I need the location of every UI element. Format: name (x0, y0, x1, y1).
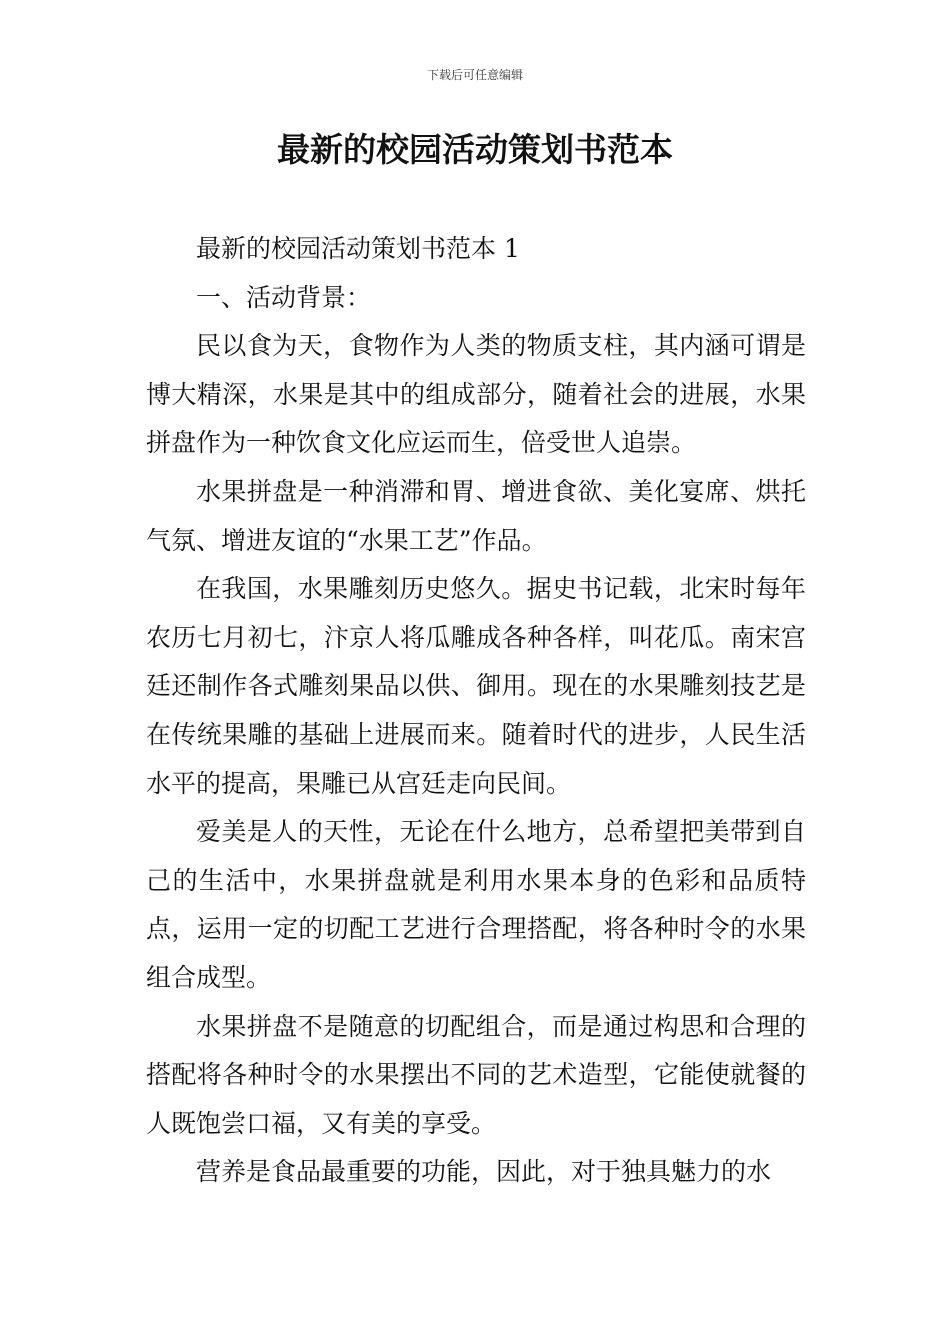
document-body (146, 225, 806, 1197)
paragraph-subtitle: 最新的校园活动策划书范本 1 (196, 234, 520, 263)
paragraph-section-heading: 一、活动背景： (196, 282, 372, 312)
paragraph: 水果拼盘是一种消滞和胃、增进食欲、美化宴席、烘托气氛、增进友谊的“水果工艺”作品。 (146, 476, 806, 555)
header-note: 下载后可任意编辑 (426, 68, 523, 82)
document-title: 最新的校园活动策划书范本 (277, 130, 673, 169)
paragraph: 在我国，水果雕刻历史悠久。据史书记载，北宋时每年农历七月初七，汴京人将瓜雕成各种各样，叫花瓜。南宋宫廷还制作各式雕刻果品以供、御用。现在的水果雕刻技艺是在传统果雕的基础上进展而来。随着时代的进步，人民生活水平的提高，果雕已从宫廷走向民间。 (146, 574, 806, 798)
paragraph: 爱美是人的天性，无论在什么地方，总希望把美带到自己的生活中，水果拼盘就是利用水果本身的色彩和品质特点，运用一定的切配工艺进行合理搭配，将各种时令的水果组合成型。 (146, 817, 806, 992)
paragraph: 水果拼盘不是随意的切配组合，而是通过构思和合理的搭配将各种时令的水果摆出不同的艺术造型，它能使就餐的人既饱尝口福，又有美的享受。 (146, 1011, 806, 1138)
paragraph: 民以食为天，食物作为人类的物质支柱，其内涵可谓是博大精深，水果是其中的组成部分，随着社会的进展，水果拼盘作为一种饮食文化应运而生，倍受世人追崇。 (146, 331, 806, 458)
paragraph: 营养是食品最重要的功能，因此，对于独具魅力的水 (196, 1157, 772, 1187)
